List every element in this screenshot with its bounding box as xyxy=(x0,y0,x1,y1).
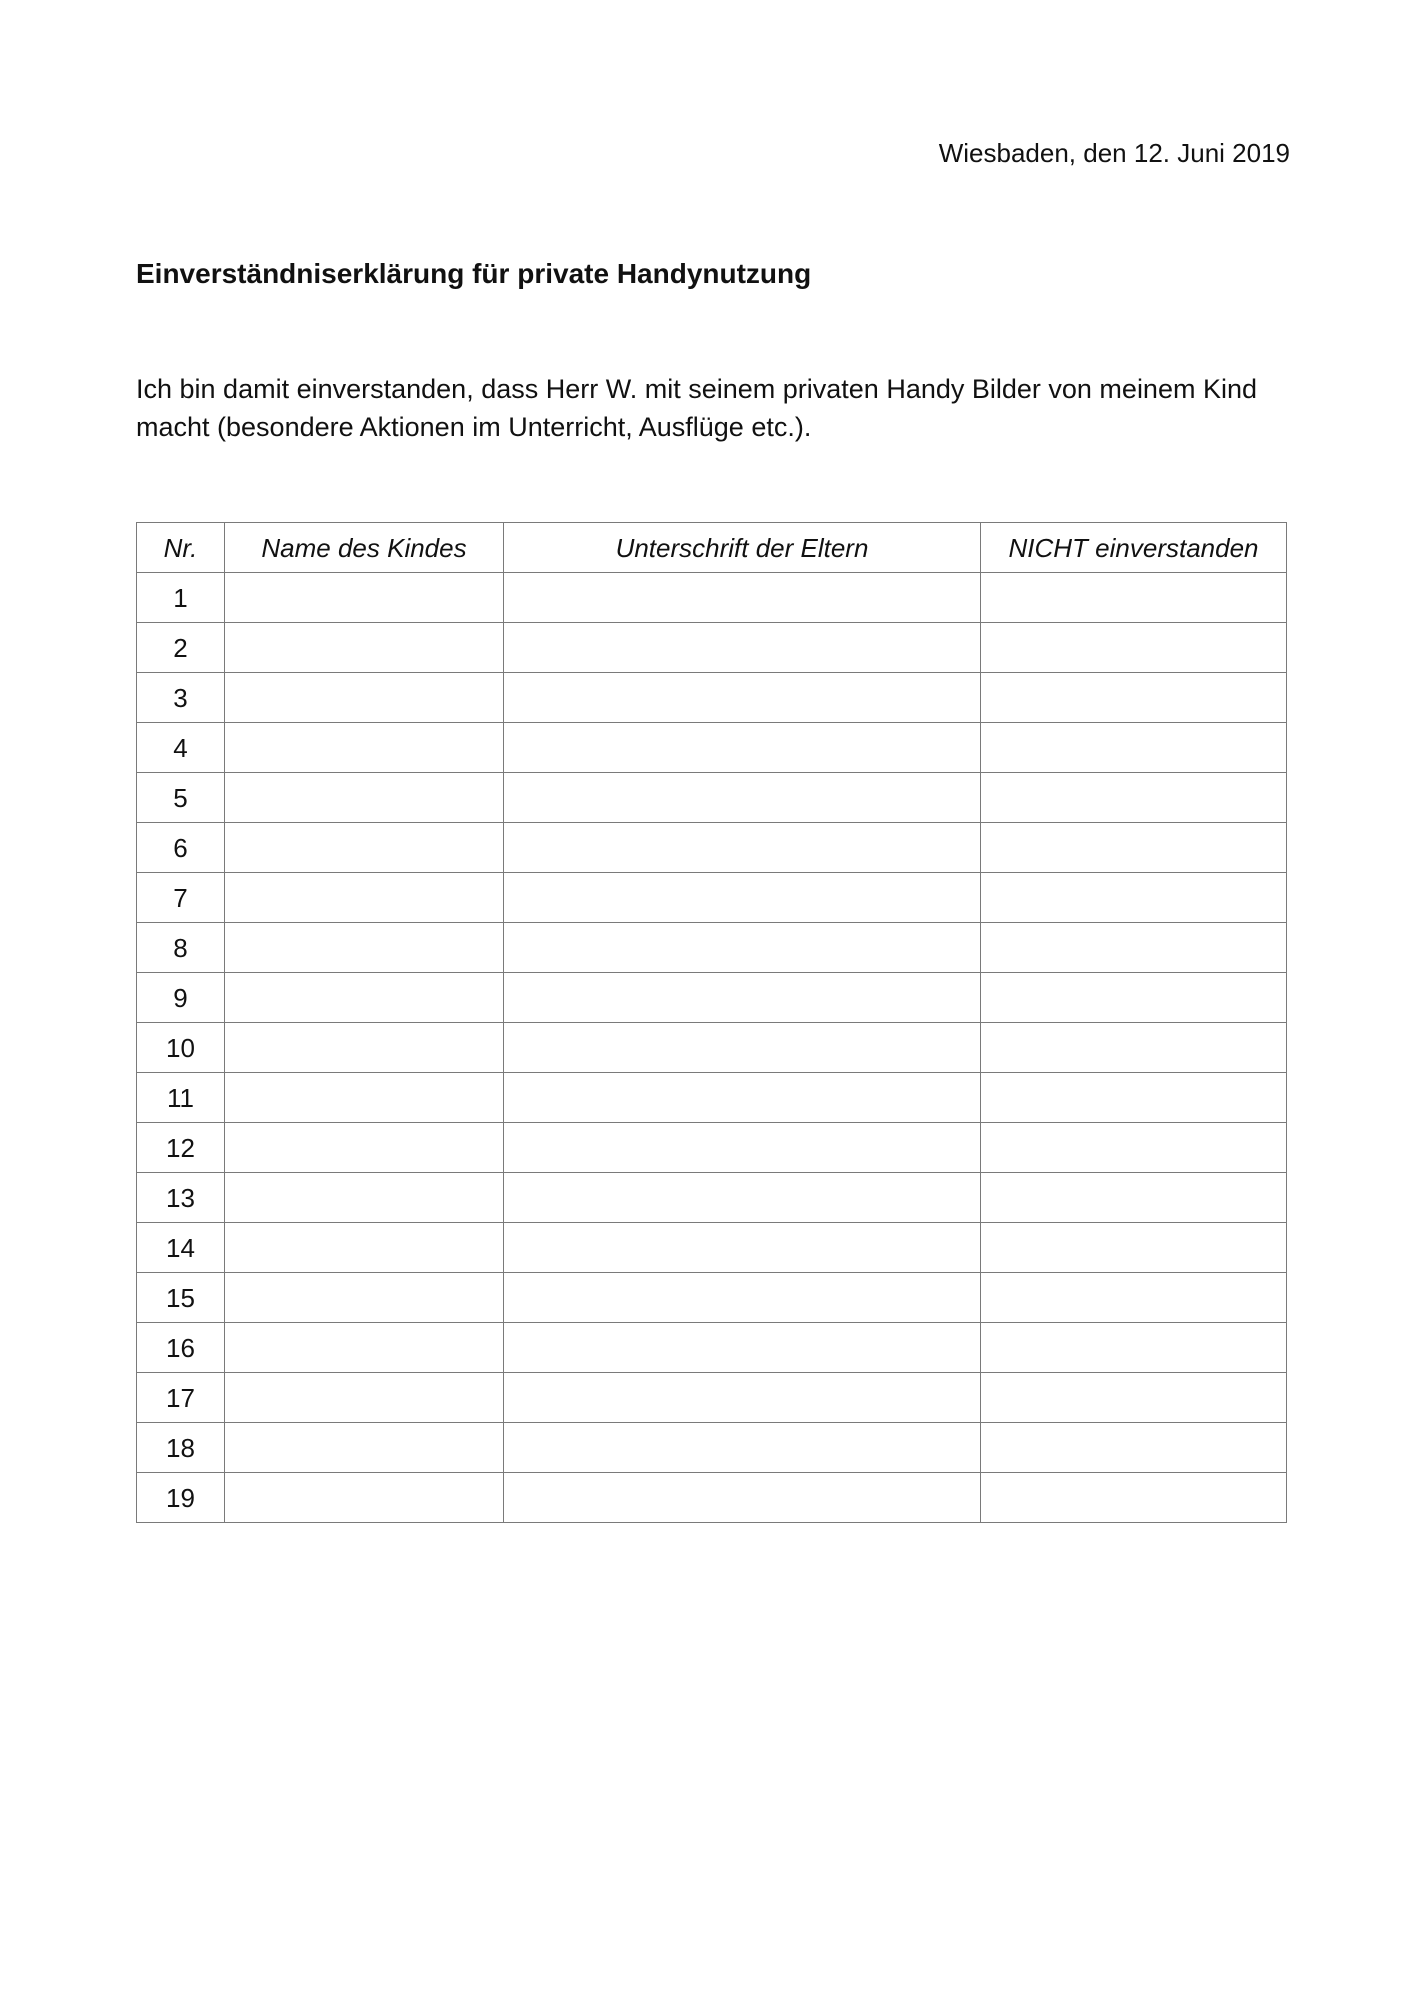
header-not-agreed: NICHT einverstanden xyxy=(981,523,1287,573)
not-agreed-cell[interactable] xyxy=(981,723,1287,773)
parent-signature-cell[interactable] xyxy=(504,673,981,723)
parent-signature-cell[interactable] xyxy=(504,923,981,973)
child-name-cell[interactable] xyxy=(225,1423,504,1473)
child-name-cell[interactable] xyxy=(225,1123,504,1173)
child-name-cell[interactable] xyxy=(225,1023,504,1073)
parent-signature-cell[interactable] xyxy=(504,623,981,673)
row-number-cell: 13 xyxy=(137,1173,225,1223)
child-name-cell[interactable] xyxy=(225,623,504,673)
not-agreed-cell[interactable] xyxy=(981,923,1287,973)
table-row xyxy=(137,723,1287,773)
child-name-cell[interactable] xyxy=(225,1323,504,1373)
header-parent-signature: Unterschrift der Eltern xyxy=(504,523,981,573)
row-number-cell: 4 xyxy=(137,723,225,773)
row-number-cell: 11 xyxy=(137,1073,225,1123)
table-row xyxy=(137,1073,1287,1123)
table-header xyxy=(137,523,1287,573)
not-agreed-cell[interactable] xyxy=(981,773,1287,823)
row-number-cell: 9 xyxy=(137,973,225,1023)
table-row xyxy=(137,973,1287,1023)
parent-signature-cell[interactable] xyxy=(504,573,981,623)
row-number-cell: 19 xyxy=(137,1473,225,1523)
row-number-cell: 7 xyxy=(137,873,225,923)
child-name-cell[interactable] xyxy=(225,923,504,973)
row-number-cell: 2 xyxy=(137,623,225,673)
child-name-cell[interactable] xyxy=(225,1223,504,1273)
child-name-cell[interactable] xyxy=(225,823,504,873)
not-agreed-cell[interactable] xyxy=(981,1273,1287,1323)
row-number-cell: 8 xyxy=(137,923,225,973)
not-agreed-cell[interactable] xyxy=(981,623,1287,673)
row-number-cell: 16 xyxy=(137,1323,225,1373)
consent-table xyxy=(136,522,1287,1523)
parent-signature-cell[interactable] xyxy=(504,1473,981,1523)
parent-signature-cell[interactable] xyxy=(504,973,981,1023)
parent-signature-cell[interactable] xyxy=(504,1373,981,1423)
parent-signature-cell[interactable] xyxy=(504,1323,981,1373)
parent-signature-cell[interactable] xyxy=(504,1423,981,1473)
table-row xyxy=(137,773,1287,823)
child-name-cell[interactable] xyxy=(225,873,504,923)
not-agreed-cell[interactable] xyxy=(981,973,1287,1023)
child-name-cell[interactable] xyxy=(225,1473,504,1523)
child-name-cell[interactable] xyxy=(225,723,504,773)
table-row xyxy=(137,873,1287,923)
table-row xyxy=(137,1473,1287,1523)
header-child-name: Name des Kindes xyxy=(225,523,504,573)
table-row xyxy=(137,923,1287,973)
row-number-cell: 3 xyxy=(137,673,225,723)
row-number-cell: 10 xyxy=(137,1023,225,1073)
row-number-cell: 18 xyxy=(137,1423,225,1473)
child-name-cell[interactable] xyxy=(225,1373,504,1423)
not-agreed-cell[interactable] xyxy=(981,673,1287,723)
not-agreed-cell[interactable] xyxy=(981,1373,1287,1423)
row-number-cell: 12 xyxy=(137,1123,225,1173)
child-name-cell[interactable] xyxy=(225,1273,504,1323)
intro-paragraph: Ich bin damit einverstanden, dass Herr W. mit seinem privaten Handy Bilder von meinem Kind macht (besondere Aktionen im Unterricht, Ausflüge etc.). xyxy=(136,374,1258,442)
parent-signature-cell[interactable] xyxy=(504,1173,981,1223)
row-number-cell: 5 xyxy=(137,773,225,823)
table-row xyxy=(137,1223,1287,1273)
parent-signature-cell[interactable] xyxy=(504,1073,981,1123)
not-agreed-cell[interactable] xyxy=(981,1423,1287,1473)
parent-signature-cell[interactable] xyxy=(504,1223,981,1273)
not-agreed-cell[interactable] xyxy=(981,1173,1287,1223)
not-agreed-cell[interactable] xyxy=(981,1473,1287,1523)
row-number-cell: 14 xyxy=(137,1223,225,1273)
header-nr: Nr. xyxy=(137,523,225,573)
table-row xyxy=(137,573,1287,623)
table-row xyxy=(137,1023,1287,1073)
parent-signature-cell[interactable] xyxy=(504,1123,981,1173)
table-row xyxy=(137,1123,1287,1173)
table-row xyxy=(137,1423,1287,1473)
child-name-cell[interactable] xyxy=(225,573,504,623)
not-agreed-cell[interactable] xyxy=(981,1123,1287,1173)
child-name-cell[interactable] xyxy=(225,1173,504,1223)
table-body xyxy=(137,573,1287,1523)
table-row xyxy=(137,1323,1287,1373)
child-name-cell[interactable] xyxy=(225,773,504,823)
not-agreed-cell[interactable] xyxy=(981,1023,1287,1073)
parent-signature-cell[interactable] xyxy=(504,1273,981,1323)
table-row xyxy=(137,1273,1287,1323)
header-row xyxy=(137,523,1287,573)
table-row xyxy=(137,1373,1287,1423)
not-agreed-cell[interactable] xyxy=(981,873,1287,923)
not-agreed-cell[interactable] xyxy=(981,1223,1287,1273)
parent-signature-cell[interactable] xyxy=(504,723,981,773)
parent-signature-cell[interactable] xyxy=(504,773,981,823)
table-row xyxy=(137,673,1287,723)
child-name-cell[interactable] xyxy=(225,1073,504,1123)
not-agreed-cell[interactable] xyxy=(981,1073,1287,1123)
row-number-cell: 17 xyxy=(137,1373,225,1423)
not-agreed-cell[interactable] xyxy=(981,573,1287,623)
table-row xyxy=(137,823,1287,873)
parent-signature-cell[interactable] xyxy=(504,873,981,923)
not-agreed-cell[interactable] xyxy=(981,823,1287,873)
child-name-cell[interactable] xyxy=(225,973,504,1023)
child-name-cell[interactable] xyxy=(225,673,504,723)
date-line: Wiesbaden, den 12. Juni 2019 xyxy=(938,138,1290,168)
row-number-cell: 1 xyxy=(137,573,225,623)
table-row xyxy=(137,1173,1287,1223)
parent-signature-cell[interactable] xyxy=(504,1023,981,1073)
parent-signature-cell[interactable] xyxy=(504,823,981,873)
document-title: Einverständniserklärung für private Handynutzung xyxy=(136,258,812,289)
table-row xyxy=(137,623,1287,673)
row-number-cell: 6 xyxy=(137,823,225,873)
not-agreed-cell[interactable] xyxy=(981,1323,1287,1373)
row-number-cell: 15 xyxy=(137,1273,225,1323)
